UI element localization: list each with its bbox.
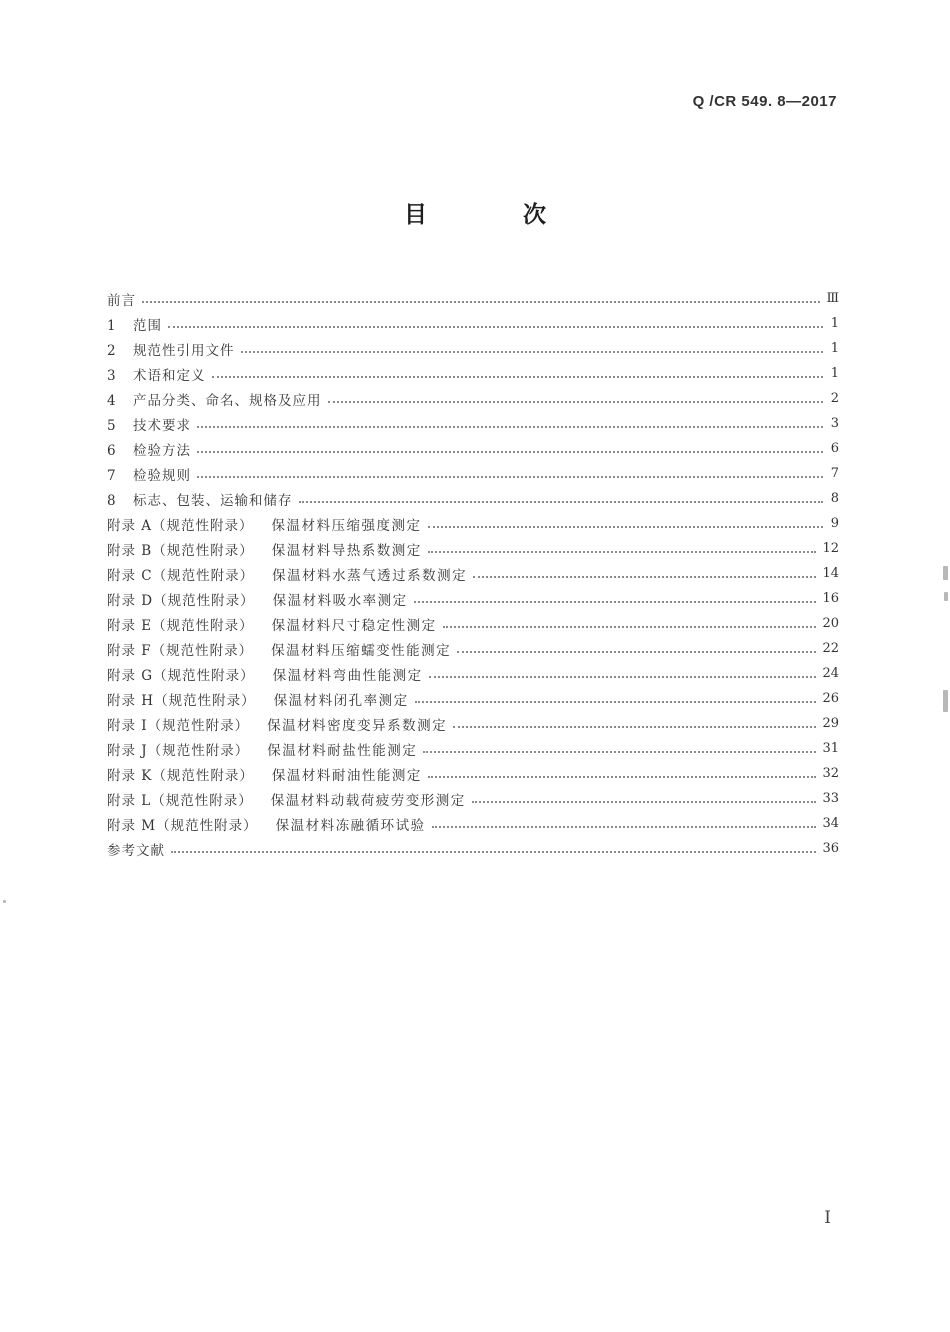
toc-entry-label: [107, 464, 191, 484]
toc-dot-leader: [472, 801, 817, 803]
toc-entry-subtitle: 保温材料密度变异系数测定: [267, 717, 448, 734]
toc-entry-page: Ⅲ: [826, 291, 839, 306]
toc-entry[interactable]: [107, 786, 839, 811]
toc-dot-leader: [453, 726, 816, 728]
table-of-contents: [107, 286, 839, 861]
toc-entry-title: 标志、包装、运输和储存: [133, 492, 293, 509]
toc-entry-subtitle: 保温材料尺寸稳定性测定: [271, 617, 437, 634]
toc-dot-leader: [241, 351, 824, 353]
toc-entry-page: 8: [830, 491, 839, 506]
toc-entry-page: 36: [822, 841, 839, 856]
toc-entry-label: [107, 639, 451, 659]
toc-entry-title: 附录 A（规范性附录）: [107, 517, 254, 534]
toc-entry[interactable]: [107, 686, 839, 711]
toc-entry-title: 技术要求: [133, 417, 191, 434]
toc-entry-page: 1: [830, 316, 839, 331]
toc-entry[interactable]: [107, 536, 839, 561]
toc-entry-title: 附录 G（规范性附录）: [107, 667, 255, 684]
toc-entry-number: 7: [107, 467, 117, 484]
toc-entry-subtitle: 保温材料压缩强度测定: [271, 517, 422, 534]
toc-entry-label: [107, 489, 293, 509]
toc-entry-label: [107, 714, 447, 734]
toc-dot-leader: [432, 826, 817, 828]
toc-entry-page: 16: [822, 591, 839, 606]
toc-entry-page: 1: [830, 341, 839, 356]
toc-entry-subtitle: 保温材料耐盐性能测定: [267, 742, 418, 759]
toc-entry-title: 附录 F（规范性附录）: [107, 642, 254, 659]
toc-entry-number: 1: [107, 317, 117, 334]
toc-entry-page: 7: [830, 466, 839, 481]
toc-dot-leader: [428, 551, 817, 553]
scan-edge-mark: [944, 592, 948, 601]
toc-entry[interactable]: [107, 561, 839, 586]
toc-entry[interactable]: [107, 361, 839, 386]
toc-entry-subtitle: 保温材料水蒸气透过系数测定: [272, 567, 468, 584]
toc-entry-label: [107, 389, 322, 409]
scan-edge-mark: [3, 900, 6, 903]
toc-entry-subtitle: 保温材料压缩蠕变性能测定: [271, 642, 452, 659]
toc-entry-title: 检验规则: [133, 467, 191, 484]
toc-entry-subtitle: 保温材料冻融循环试验: [275, 817, 426, 834]
toc-entry-page: 3: [830, 416, 839, 431]
toc-entry-page: 9: [830, 516, 839, 531]
toc-dot-leader: [299, 501, 824, 503]
toc-entry-subtitle: 保温材料弯曲性能测定: [272, 667, 423, 684]
toc-entry[interactable]: [107, 386, 839, 411]
toc-dot-leader: [473, 576, 816, 578]
toc-dot-leader: [443, 626, 817, 628]
toc-entry[interactable]: [107, 311, 839, 336]
toc-entry-page: 2: [830, 391, 839, 406]
toc-entry-number: 8: [107, 492, 117, 509]
toc-entry-number: 4: [107, 392, 117, 409]
toc-entry-page: 24: [822, 666, 839, 681]
toc-entry-number: 6: [107, 442, 117, 459]
toc-entry-number: 3: [107, 367, 117, 384]
toc-entry-page: 26: [822, 691, 839, 706]
toc-dot-leader: [415, 701, 817, 703]
toc-entry-label: [107, 764, 422, 784]
toc-entry-title: 术语和定义: [133, 367, 206, 384]
toc-entry-title: 附录 C（规范性附录）: [107, 567, 255, 584]
toc-entry[interactable]: [107, 761, 839, 786]
toc-entry-page: 33: [822, 791, 839, 806]
toc-dot-leader: [328, 401, 824, 403]
toc-entry-title: 产品分类、命名、规格及应用: [133, 392, 322, 409]
toc-entry-page: 1: [830, 366, 839, 381]
toc-entry-title: 附录 E（规范性附录）: [107, 617, 254, 634]
toc-entry[interactable]: [107, 661, 839, 686]
toc-entry-subtitle: 保温材料耐油性能测定: [271, 767, 422, 784]
toc-entry[interactable]: [107, 411, 839, 436]
toc-entry-page: 12: [822, 541, 839, 556]
toc-entry-page: 34: [822, 816, 839, 831]
toc-entry-page: 14: [822, 566, 839, 581]
toc-entry-label: [107, 364, 206, 384]
toc-entry-label: [107, 289, 136, 309]
toc-entry-page: 31: [822, 741, 839, 756]
toc-dot-leader: [428, 776, 817, 778]
toc-entry-subtitle: 保温材料吸水率测定: [272, 592, 408, 609]
toc-entry-label: [107, 589, 408, 609]
toc-dot-leader: [197, 451, 823, 453]
toc-entry-label: [107, 839, 165, 859]
toc-entry-number: 2: [107, 342, 117, 359]
toc-dot-leader: [197, 426, 823, 428]
toc-entry-page: 20: [822, 616, 839, 631]
page-number: I: [824, 1208, 831, 1228]
toc-entry-title: 附录 L（规范性附录）: [107, 792, 253, 809]
toc-dot-leader: [171, 851, 816, 853]
toc-entry-label: [107, 664, 423, 684]
toc-entry-title: 附录 K（规范性附录）: [107, 767, 254, 784]
toc-entry-page: 32: [822, 766, 839, 781]
toc-entry-title: 规范性引用文件: [133, 342, 235, 359]
toc-entry-label: [107, 539, 422, 559]
toc-dot-leader: [142, 301, 820, 303]
toc-entry[interactable]: [107, 436, 839, 461]
toc-entry-label: [107, 814, 426, 834]
toc-entry-page: 29: [822, 716, 839, 731]
toc-entry-title: 附录 H（规范性附录）: [107, 692, 256, 709]
scan-edge-mark: [943, 690, 948, 712]
toc-entry-title: 附录 M（规范性附录）: [107, 817, 258, 834]
toc-dot-leader: [423, 751, 816, 753]
toc-entry[interactable]: [107, 636, 839, 661]
toc-entry[interactable]: [107, 611, 839, 636]
toc-dot-leader: [212, 376, 824, 378]
toc-entry[interactable]: [107, 736, 839, 761]
toc-entry-title: 附录 B（规范性附录）: [107, 542, 254, 559]
toc-entry-title: 附录 D（规范性附录）: [107, 592, 255, 609]
toc-entry-label: [107, 789, 466, 809]
toc-dot-leader: [457, 651, 816, 653]
toc-entry-label: [107, 439, 191, 459]
toc-entry-title: 附录 I（规范性附录）: [107, 717, 250, 734]
toc-entry-title: 参考文献: [107, 842, 165, 859]
toc-entry-page: 6: [830, 441, 839, 456]
toc-entry-label: [107, 564, 467, 584]
toc-entry-title: 附录 J（规范性附录）: [107, 742, 250, 759]
toc-entry-label: [107, 689, 409, 709]
toc-entry-title: 范围: [133, 317, 162, 334]
toc-entry[interactable]: [107, 811, 839, 836]
toc-entry-label: [107, 414, 191, 434]
toc-entry[interactable]: [107, 586, 839, 611]
toc-entry-label: [107, 314, 162, 334]
toc-entry[interactable]: [107, 836, 839, 861]
toc-dot-leader: [429, 676, 817, 678]
toc-entry-subtitle: 保温材料闭孔率测定: [273, 692, 409, 709]
toc-entry[interactable]: [107, 336, 839, 361]
toc-entry[interactable]: [107, 711, 839, 736]
toc-entry-label: [107, 339, 235, 359]
toc-dot-leader: [168, 326, 823, 328]
toc-dot-leader: [414, 601, 817, 603]
toc-entry[interactable]: [107, 486, 839, 511]
toc-entry-page: 22: [822, 641, 839, 656]
toc-entry-label: [107, 514, 422, 534]
page-title: 目 次: [403, 202, 590, 228]
toc-entry-title: 检验方法: [133, 442, 191, 459]
toc-entry-label: [107, 739, 417, 759]
toc-entry[interactable]: [107, 286, 839, 311]
toc-entry[interactable]: [107, 461, 839, 486]
toc-dot-leader: [197, 476, 823, 478]
toc-dot-leader: [428, 526, 823, 528]
toc-entry-subtitle: 保温材料动载荷疲劳变形测定: [270, 792, 466, 809]
toc-entry[interactable]: [107, 511, 839, 536]
toc-entry-number: 5: [107, 417, 117, 434]
standard-code: Q /CR 549. 8—2017: [692, 93, 837, 110]
toc-entry-label: [107, 614, 437, 634]
toc-entry-title: 前言: [107, 292, 136, 309]
toc-entry-subtitle: 保温材料导热系数测定: [271, 542, 422, 559]
scan-edge-mark: [943, 566, 948, 580]
